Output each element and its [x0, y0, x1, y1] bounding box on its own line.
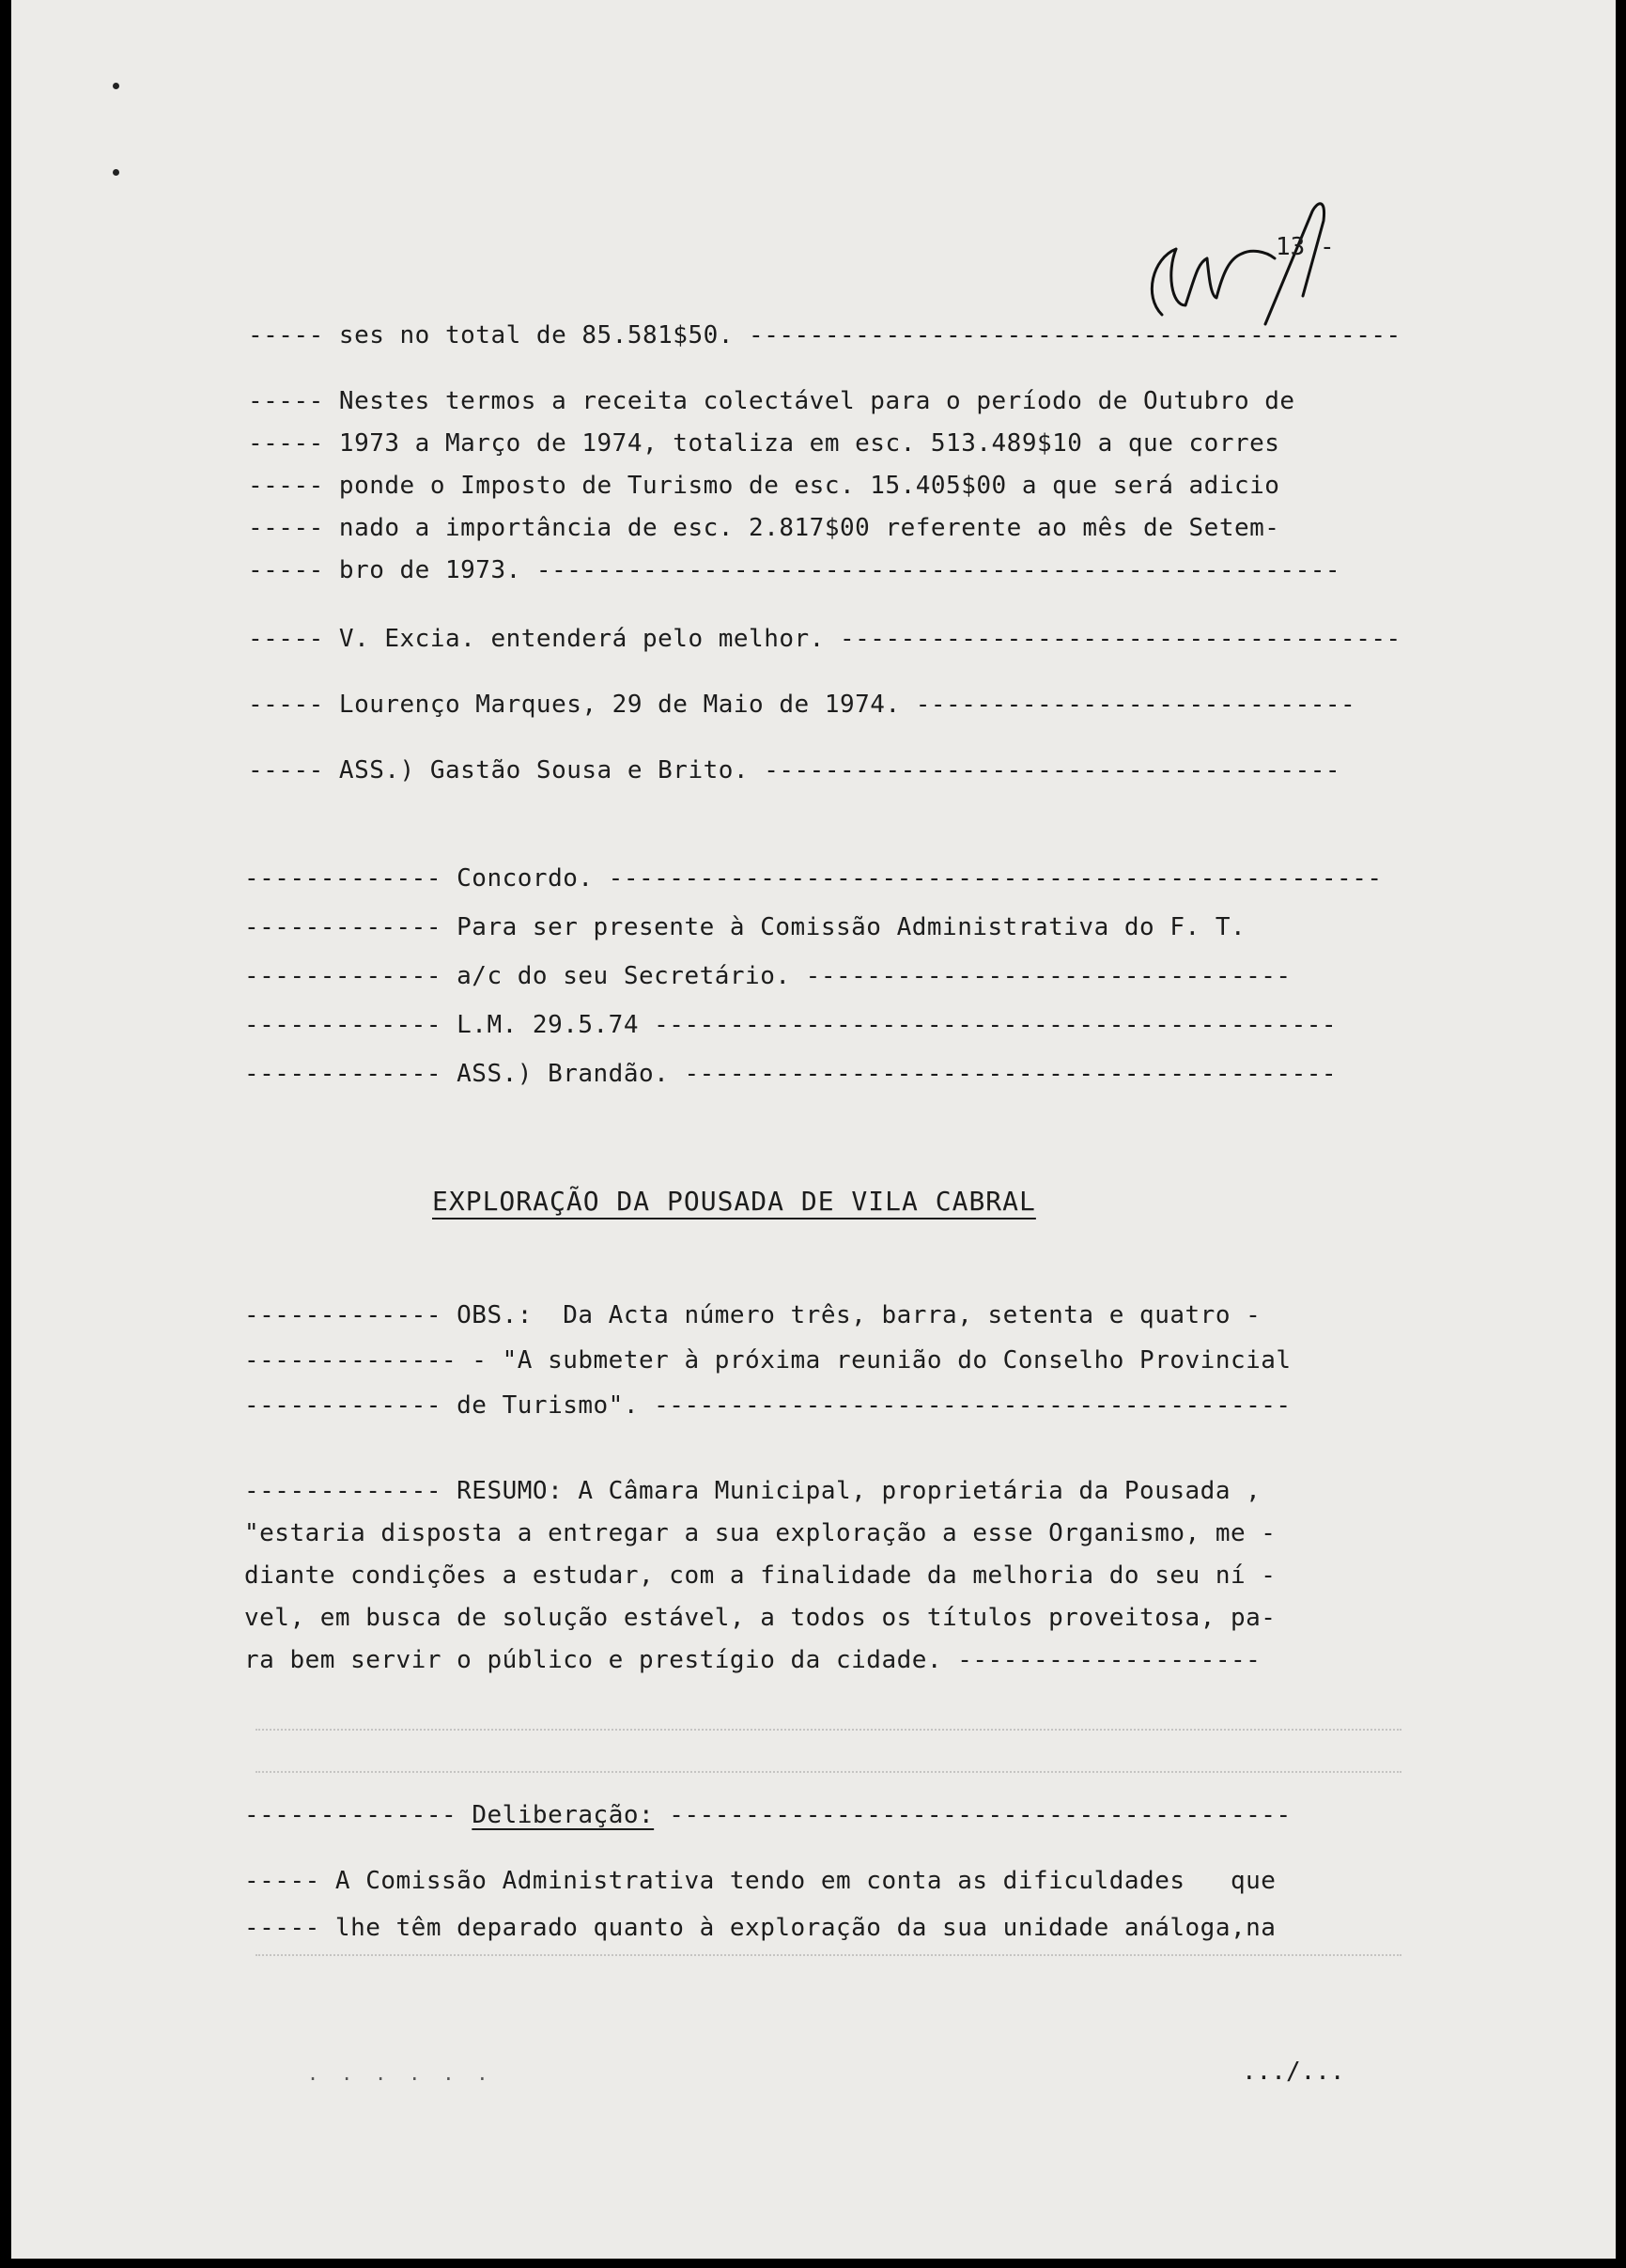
- text-line: ------------- L.M. 29.5.74 ---------------------------------------------: [244, 1011, 1338, 1039]
- text-line: ----- bro de 1973. -----------------------------------------------------: [248, 556, 1341, 584]
- text-line: ----- V. Excia. entenderá pelo melhor. -------------------------------------: [248, 625, 1401, 653]
- text-line: ------------- ASS.) Brandão. -------------------------------------------: [244, 1060, 1338, 1088]
- deliberacao-label: Deliberação:: [472, 1801, 655, 1829]
- text-line: ----- ponde o Imposto de Turismo de esc. 15.405$00 a que será adicio: [248, 472, 1280, 500]
- document-page: [11, 0, 1616, 2259]
- text-line: ----- A Comissão Administrativa tendo em conta as dificuldades que: [244, 1867, 1277, 1895]
- text-line: ----- lhe têm deparado quanto à exploração da sua unidade análoga,na: [244, 1914, 1277, 1942]
- faint-bleedthrough: [256, 1729, 1401, 1744]
- text-line: ------------- Concordo. ---------------------------------------------------: [244, 864, 1383, 893]
- text-line: diante condições a estudar, com a finalidade da melhoria do seu ní -: [244, 1561, 1277, 1590]
- punch-hole: [113, 83, 119, 89]
- text-line: ------------- RESUMO: A Câmara Municipal, proprietária da Pousada ,: [244, 1477, 1262, 1505]
- deliberacao-line: [244, 1799, 1616, 1831]
- stray-dots: . . . . . .: [307, 2062, 494, 2085]
- text-line: -------------- - "A submeter à próxima reunião do Conselho Provincial: [244, 1346, 1292, 1375]
- punch-hole: [113, 169, 119, 176]
- deliberacao-suffix: -----------------------------------------: [654, 1801, 1292, 1829]
- page-number: 13 -: [1276, 233, 1335, 261]
- faint-bleedthrough: [256, 1954, 1401, 1969]
- faint-bleedthrough: [256, 1771, 1401, 1786]
- text-line: ------------- de Turismo". ------------------------------------------: [244, 1391, 1292, 1420]
- text-line: ----- Nestes termos a receita colectável para o período de Outubro de: [248, 387, 1295, 415]
- text-line: vel, em busca de solução estável, a todos os títulos proveitosa, pa-: [244, 1604, 1277, 1632]
- text-line: ------------- OBS.: Da Acta número três, barra, setenta e quatro -: [244, 1301, 1262, 1329]
- section-heading: EXPLORAÇÃO DA POUSADA DE VILA CABRAL: [432, 1186, 1036, 1217]
- text-line: ----- 1973 a Março de 1974, totaliza em esc. 513.489$10 a que corres: [248, 429, 1280, 458]
- text-line: ----- Lourenço Marques, 29 de Maio de 1974. -----------------------------: [248, 691, 1356, 719]
- deliberacao-prefix: --------------: [244, 1801, 472, 1829]
- text-line: ------------- a/c do seu Secretário. --------------------------------: [244, 962, 1292, 990]
- text-line: "estaria disposta a entregar a sua exploração a esse Organismo, me -: [244, 1519, 1277, 1547]
- text-line: ----- ASS.) Gastão Sousa e Brito. --------------------------------------: [248, 756, 1341, 784]
- text-line: ----- nado a importância de esc. 2.817$00 referente ao mês de Setem-: [248, 514, 1280, 542]
- text-line: ra bem servir o público e prestígio da cidade. --------------------: [244, 1646, 1262, 1674]
- continuation-mark: .../...: [1242, 2058, 1345, 2086]
- text-line: ----- ses no total de 85.581$50. -------------------------------------------: [248, 321, 1401, 350]
- text-line: ------------- Para ser presente à Comissão Administrativa do F. T.: [244, 913, 1247, 941]
